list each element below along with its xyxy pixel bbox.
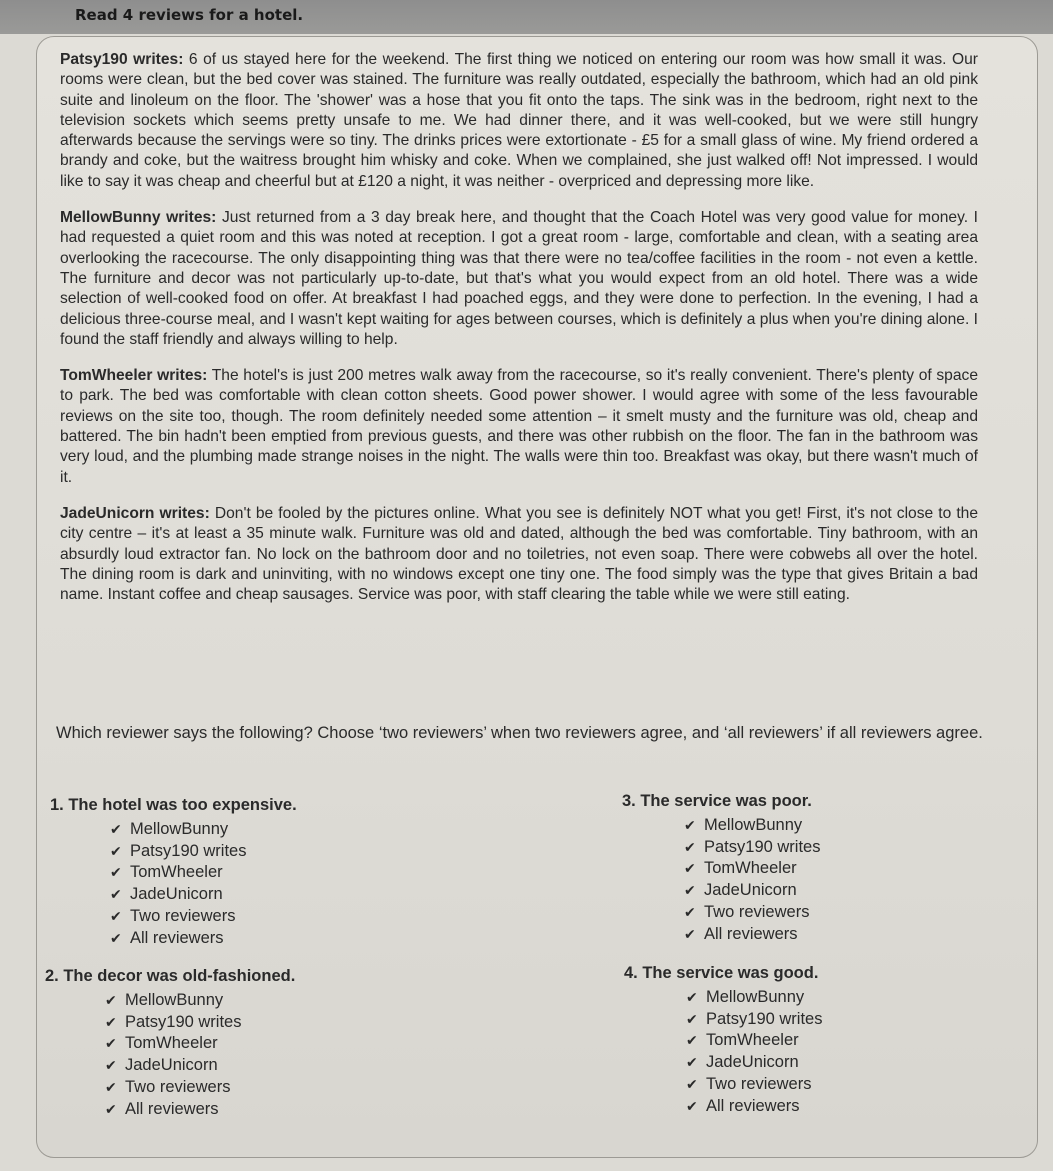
option-label: JadeUnicorn xyxy=(130,885,223,904)
check-icon: ✔ xyxy=(684,925,696,942)
check-icon: ✔ xyxy=(110,864,122,881)
option-label: TomWheeler xyxy=(130,863,223,882)
option-label: JadeUnicorn xyxy=(706,1053,799,1072)
option-item[interactable] xyxy=(45,990,425,1012)
review-text: 6 of us stayed here for the weekend. The first thing we noticed on entering our room was how small it was. Our rooms were clean, but the bed cover was stained. The furniture was really outdated, especially the bathroom, which had an old pink suite and linoleum on the floor. The 'shower' was a hose that you fit onto the taps. The sink was in the bedroom, right next to the television sockets which seems pretty unsafe to me. We had dinner there, and it was well-cooked, but we were still hungry afterwards because the servings were so tiny. The drinks prices were extortionate - £5 for a small glass of wine. My friend ordered a brandy and coke, but the waitress brought him whisky and coke. When we complained, she just walked off! Not impressed. I would like to say it was cheap and cheerful but at £120 a night, it was neither - overpriced and depressing more like. xyxy=(60,51,978,190)
option-item[interactable] xyxy=(50,862,430,884)
review-tomwheeler xyxy=(60,366,978,488)
question-4 xyxy=(624,962,1004,1117)
check-icon: ✔ xyxy=(684,838,696,855)
check-icon: ✔ xyxy=(110,886,122,903)
option-item[interactable] xyxy=(622,837,1002,859)
option-label: Patsy190 writes xyxy=(706,1009,823,1028)
option-label: Patsy190 writes xyxy=(130,841,247,860)
instructions: Which reviewer says the following? Choose ‘two reviewers’ when two reviewers agree, and ‘all reviewers’ if all reviewers agree. xyxy=(56,724,983,742)
review-text: Don't be fooled by the pictures online. What you see is definitely NOT what you get! First, it's not close to the city centre – it's at least a 35 minute walk. Furniture was old and dated, although the bed was comfortable. Tiny bathroom, with an absurdly loud extractor fan. No lock on the bathroom door and no toiletries, not even soap. There were cobwebs all over the hotel. The dining room is dark and uninviting, with no windows except one tiny one. The food simply was the type that gives Britain a bad name. Instant coffee and cheap sausages. Service was poor, with staff clearing the table while we were still eating. xyxy=(60,504,979,604)
check-icon: ✔ xyxy=(686,1054,698,1071)
review-patsy190 xyxy=(60,50,978,192)
option-label: Two reviewers xyxy=(704,902,810,921)
question-title: 4. The service was good. xyxy=(624,964,819,982)
check-icon: ✔ xyxy=(686,1032,698,1049)
check-icon: ✔ xyxy=(686,1010,698,1027)
check-icon: ✔ xyxy=(105,1057,117,1074)
option-item[interactable] xyxy=(45,1055,425,1077)
option-label: Patsy190 writes xyxy=(704,837,821,856)
option-item[interactable] xyxy=(624,1096,1004,1118)
option-item[interactable] xyxy=(50,928,430,950)
option-label: Two reviewers xyxy=(706,1074,812,1093)
header-bar xyxy=(0,0,1053,34)
review-author: MellowBunny writes: xyxy=(60,209,217,227)
check-icon: ✔ xyxy=(686,1075,698,1092)
option-item[interactable] xyxy=(45,1033,425,1055)
option-item[interactable] xyxy=(622,924,1002,946)
option-label: All reviewers xyxy=(125,1099,219,1118)
option-label: MellowBunny xyxy=(125,991,224,1009)
review-jadeunicorn xyxy=(60,504,978,605)
option-item[interactable] xyxy=(624,1030,1004,1052)
check-icon: ✔ xyxy=(110,907,122,924)
option-label: Two reviewers xyxy=(130,906,236,925)
option-item[interactable] xyxy=(624,987,1004,1009)
review-text: The hotel's is just 200 metres walk away from the racecourse, so it's really convenient. There's plenty of space to park. The bed was comfortable with clean cotton sheets. Good power shower. I would agree with some of the less favourable reviews on the site too, though. The room definitely needed some attention – it smelt musty and the furniture was old, cheap and battered. The bin hadn't been emptied from previous guests, and there was other rubbish on the floor. The fan in the bathroom was very loud, and the plumbing made strange noises in the night. The walls were thin too. Breakfast was okay, but there wasn't much of it. xyxy=(60,367,978,486)
option-label: JadeUnicorn xyxy=(704,881,797,900)
option-label: Two reviewers xyxy=(125,1077,231,1096)
option-item[interactable] xyxy=(622,880,1002,902)
review-author: TomWheeler writes: xyxy=(60,367,208,385)
option-label: All reviewers xyxy=(704,924,798,943)
review-mellowbunny xyxy=(60,208,978,350)
option-item[interactable] xyxy=(622,815,1002,837)
question-title: 2. The decor was old-fashioned. xyxy=(45,967,296,985)
check-icon: ✔ xyxy=(105,992,117,1008)
option-item[interactable] xyxy=(622,858,1002,880)
question-title: 3. The service was poor. xyxy=(622,792,812,810)
question-1 xyxy=(50,794,430,949)
option-item[interactable] xyxy=(50,906,430,928)
check-icon: ✔ xyxy=(105,1078,117,1095)
option-item[interactable] xyxy=(50,884,430,906)
option-label: TomWheeler xyxy=(706,1031,799,1050)
option-item[interactable] xyxy=(622,902,1002,924)
check-icon: ✔ xyxy=(105,1013,117,1030)
check-icon: ✔ xyxy=(105,1100,117,1117)
option-label: TomWheeler xyxy=(704,859,797,878)
option-label: All reviewers xyxy=(706,1096,800,1115)
option-label: MellowBunny xyxy=(704,816,803,834)
review-author: Patsy190 writes: xyxy=(60,51,184,68)
option-label: TomWheeler xyxy=(125,1034,218,1053)
review-author: JadeUnicorn writes: xyxy=(60,504,210,522)
check-icon: ✔ xyxy=(684,860,696,877)
option-item[interactable] xyxy=(624,1009,1004,1031)
check-icon: ✔ xyxy=(110,929,122,946)
option-item[interactable] xyxy=(50,841,430,863)
question-3 xyxy=(622,790,1002,945)
check-icon: ✔ xyxy=(110,842,122,859)
check-icon: ✔ xyxy=(110,821,122,837)
option-item[interactable] xyxy=(50,819,430,841)
check-icon: ✔ xyxy=(105,1035,117,1052)
option-item[interactable] xyxy=(624,1074,1004,1096)
question-2 xyxy=(45,965,425,1120)
option-label: All reviewers xyxy=(130,928,224,947)
check-icon: ✔ xyxy=(684,903,696,920)
option-label: MellowBunny xyxy=(706,988,805,1006)
option-item[interactable] xyxy=(45,1077,425,1099)
option-label: Patsy190 writes xyxy=(125,1012,242,1031)
option-item[interactable] xyxy=(45,1012,425,1034)
check-icon: ✔ xyxy=(686,989,698,1005)
option-item[interactable] xyxy=(45,1099,425,1121)
check-icon: ✔ xyxy=(686,1097,698,1114)
check-icon: ✔ xyxy=(684,882,696,899)
check-icon: ✔ xyxy=(684,817,696,833)
review-text: Just returned from a 3 day break here, and thought that the Coach Hotel was very good value for money. I had requested a quiet room and this was noted at reception. I got a great room - large, comfortable and clean, with a seating area overlooking the racecourse. The only disappointing thing was that there were no tea/coffee facilities in the room - not even a kettle. The furniture and decor was not particularly up-to-date, but that's what you would expect from an old hotel. There was a wide selection of well-cooked food on offer. At breakfast I had poached eggs, and they were done to perfection. In the evening, I had a delicious three-course meal, and I wasn't kept waiting for ages between courses, which is definitely a plus when you're dining alone. I found the staff friendly and always willing to help. xyxy=(60,209,979,348)
option-label: MellowBunny xyxy=(130,820,229,838)
reviews-section xyxy=(60,50,978,621)
option-label: JadeUnicorn xyxy=(125,1056,218,1075)
question-title: 1. The hotel was too expensive. xyxy=(50,796,297,814)
option-item[interactable] xyxy=(624,1052,1004,1074)
page-title: Read 4 reviews for a hotel. xyxy=(75,6,304,24)
